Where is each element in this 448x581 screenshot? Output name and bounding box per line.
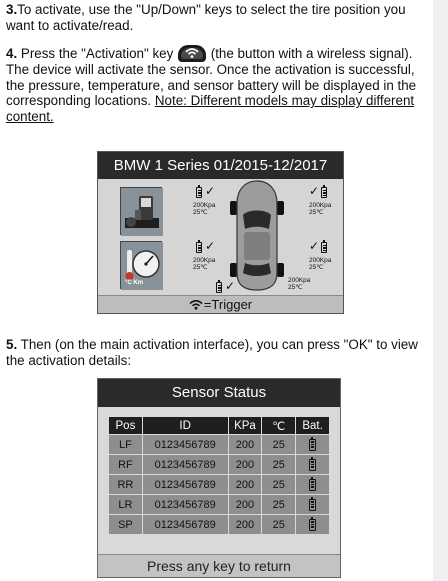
- sensor-status-title: Sensor Status: [98, 379, 340, 407]
- battery-rr-icon: [321, 242, 327, 253]
- col-temp: ℃: [262, 417, 296, 435]
- cell-id: 0123456789: [142, 435, 228, 455]
- temp-rl: 25℃: [193, 264, 208, 271]
- check-rl-icon: ✓: [205, 239, 216, 253]
- battery-rl-icon: [196, 242, 202, 253]
- trigger-label: =Trigger: [203, 297, 253, 312]
- cell-pos: LF: [109, 435, 143, 455]
- check-spare-icon: ✓: [225, 279, 236, 293]
- cell-temp: 25: [262, 455, 296, 475]
- pressure-fr: 200Kpa: [309, 202, 332, 209]
- cell-temp: 25: [262, 435, 296, 455]
- cell-kpa: 200: [228, 475, 262, 495]
- activation-screen: [97, 151, 344, 314]
- gauge-icon: [120, 241, 162, 289]
- table-row: [109, 435, 330, 455]
- sensor-tool-icon: [120, 187, 162, 235]
- step-4-text-before: Press the "Activation" key: [17, 46, 178, 61]
- cell-id: 0123456789: [142, 515, 228, 535]
- table-row: [109, 455, 330, 475]
- col-kpa: KPa: [228, 417, 262, 435]
- reading-rr: [309, 257, 331, 271]
- cell-id: 0123456789: [142, 475, 228, 495]
- page-edge: [433, 0, 448, 581]
- reading-rl: [193, 257, 215, 271]
- step-5-paragraph: [6, 337, 430, 368]
- step-4-paragraph: [6, 45, 430, 124]
- reading-fl: [193, 202, 215, 216]
- step-4-note: Note: Different models may display different content.: [6, 93, 415, 124]
- battery-spare-icon: [216, 282, 222, 293]
- step-5-number: 5.: [6, 337, 18, 352]
- sensor-status-screen: [97, 378, 341, 578]
- cell-kpa: 200: [228, 515, 262, 535]
- cell-id: 0123456789: [142, 495, 228, 515]
- temp-spare: 25℃: [288, 284, 303, 291]
- cell-temp: 25: [262, 515, 296, 535]
- temp-fr: 25℃: [309, 209, 324, 216]
- cell-kpa: 200: [228, 435, 262, 455]
- cell-pos: RF: [109, 455, 143, 475]
- step-4-text-after: (the button with a wireless signal). The device will activate the sensor. Once the activation is successful, the pressure, temperature, and sensor battery will be displayed in the corresponding locations.: [6, 46, 417, 109]
- cell-battery: [296, 475, 330, 495]
- reading-spare: [288, 277, 310, 291]
- battery-fr-icon: [321, 187, 327, 198]
- pressure-spare: 200Kpa: [288, 277, 311, 284]
- col-id: ID: [142, 417, 228, 435]
- activation-screen-body: [98, 179, 343, 295]
- cell-pos: LR: [109, 495, 143, 515]
- vehicle-title: BMW 1 Series 01/2015-12/2017: [98, 152, 343, 179]
- pressure-rr: 200Kpa: [309, 257, 332, 264]
- activation-key-icon: [178, 45, 206, 62]
- temp-fl: 25℃: [193, 209, 208, 216]
- step-4-number: 4.: [6, 46, 18, 61]
- check-fr-icon: ✓: [309, 184, 320, 198]
- battery-icon: [309, 499, 316, 511]
- return-prompt: Press any key to return: [98, 554, 340, 577]
- cell-battery: [296, 455, 330, 475]
- cell-kpa: 200: [228, 495, 262, 515]
- cell-pos: SP: [109, 515, 143, 535]
- battery-icon: [309, 479, 316, 491]
- battery-fl-icon: [196, 187, 202, 198]
- check-fl-icon: ✓: [205, 184, 216, 198]
- cell-battery: [296, 515, 330, 535]
- cell-battery: [296, 435, 330, 455]
- sensor-status-table: [108, 416, 330, 535]
- cell-pos: RR: [109, 475, 143, 495]
- col-pos: Pos: [109, 417, 143, 435]
- cell-battery: [296, 495, 330, 515]
- battery-icon: [309, 439, 316, 451]
- table-row: [109, 475, 330, 495]
- wifi-icon: [189, 299, 203, 310]
- step-3-number: 3.: [6, 2, 18, 17]
- temp-rr: 25℃: [309, 264, 324, 271]
- cell-temp: 25: [262, 495, 296, 515]
- gauge-units: °C Km: [125, 280, 144, 286]
- reading-fr: [309, 202, 331, 216]
- table-row: [109, 495, 330, 515]
- cell-kpa: 200: [228, 455, 262, 475]
- pressure-fl: 200Kpa: [193, 202, 216, 209]
- pressure-rl: 200Kpa: [193, 257, 216, 264]
- check-rr-icon: ✓: [309, 239, 320, 253]
- battery-icon: [309, 519, 316, 531]
- battery-icon: [309, 459, 316, 471]
- table-header-row: [109, 417, 330, 435]
- cell-temp: 25: [262, 475, 296, 495]
- trigger-legend: [98, 295, 343, 313]
- step-3-paragraph: [6, 2, 430, 33]
- col-battery: Bat.: [296, 417, 330, 435]
- table-row: [109, 515, 330, 535]
- cell-id: 0123456789: [142, 455, 228, 475]
- step-5-text: Then (on the main activation interface), you can press "OK" to view the activation details:: [6, 337, 418, 368]
- car-top-view-icon: [230, 177, 284, 293]
- step-3-text: To activate, use the "Up/Down" keys to select the tire position you want to activate/read.: [6, 2, 406, 33]
